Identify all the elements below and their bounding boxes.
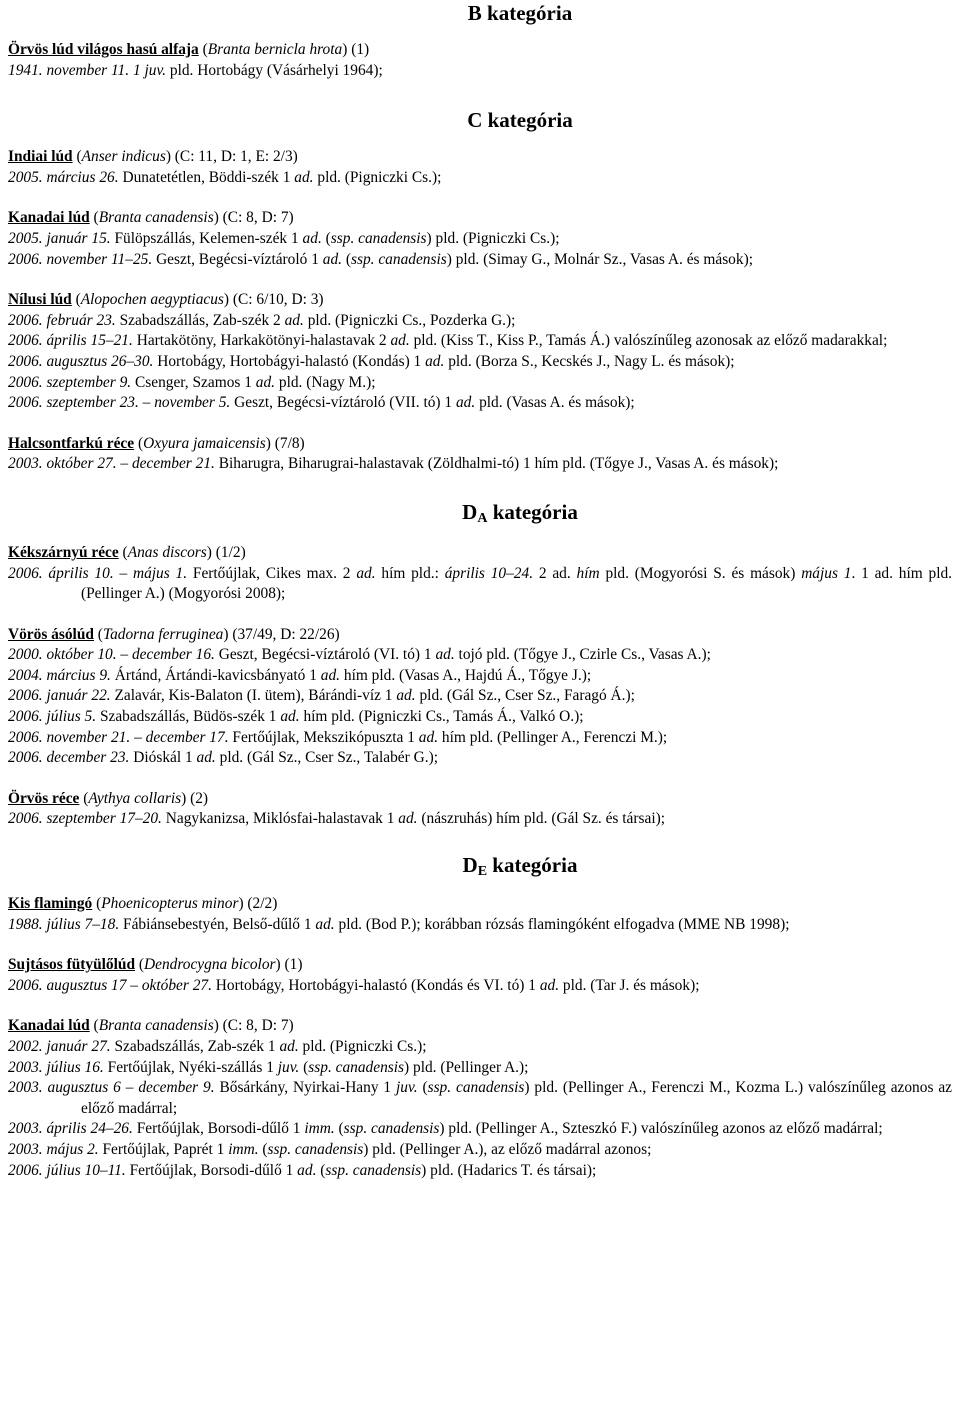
record-line: 2006. július 5. Szabadszállás, Büdös-szék 1 ad. hím pld. (Pigniczki Cs., Tamás Á., Valkó O.); (8, 708, 584, 726)
record-line: 2006. november 21. – december 17. Fertőújlak, Mekszikópuszta 1 ad. hím pld. (Pellinger A., Ferenczi M.); (8, 728, 668, 746)
species-title: Örvös lúd világos hasú alfaja (Branta bernicla hrota) (1) (8, 41, 370, 58)
record-line: 1988. július 7–18. Fábiánsebestyén, Belső-dűlő 1 ad. pld. (Bod P.); korábban rózsás flamingóként elfogadva (MME NB 1998); (8, 915, 790, 933)
record-line: 2006. április 15–21. Hartakötöny, Harkakötönyi-halastavak 2 ad. pld. (Kiss T., Kiss P., Tamás Á.) valószínűleg azonosak az előző madarakkal; (8, 332, 888, 350)
record-line: 2006. július 10–11. Fertőújlak, Borsodi-dűlő 1 ad. (ssp. canadensis) pld. (Hadarics T. és társai); (8, 1161, 597, 1179)
record-line: 2005. január 15. Fülöpszállás, Kelemen-szék 1 ad. (ssp. canadensis) pld. (Pigniczki Cs.); (8, 229, 560, 247)
record-line: 2006. augusztus 26–30. Hortobágy, Hortobágyi-halastó (Kondás) 1 ad. pld. (Borza S., Kecskés J., Nagy L. és mások); (8, 352, 735, 370)
species-title: Kanadai lúd (Branta canadensis) (C: 8, D: 7) (8, 1017, 294, 1035)
record-line: 2003. július 16. Fertőújlak, Nyéki-szállás 1 juv. (ssp. canadensis) pld. (Pellinger A.); (8, 1058, 529, 1076)
record-line: 2006. április 10. – május 1. Fertőújlak, Cikes max. 2 ad. hím pld.: április 10–24. 2 ad. hím pld. (Mogyorósi S. és mások) május 1. 1 ad. hím pld. (Pellinger A.) (Mogyorósi 2008); (8, 564, 953, 603)
species-entry (8, 1016, 952, 1181)
record-line: 2006. január 22. Zalavár, Kis-Balaton (I. ütem), Bárándi-víz 1 ad. pld. (Gál Sz., Cser Sz., Faragó Á.); (8, 687, 635, 705)
record-line: 2006. december 23. Dióskál 1 ad. pld. (Gál Sz., Cser Sz., Talabér G.); (8, 749, 438, 767)
species-entry (8, 208, 952, 270)
section-heading-de: $D_E$ kategória (462, 853, 578, 880)
species-title: Vörös ásólúd (Tadorna ferruginea) (37/49, D: 22/26) (8, 625, 340, 643)
record-line: 2003. április 24–26. Fertőújlak, Borsodi-dűlő 1 imm. (ssp. canadensis) pld. (Pellinger A., Szteszkó F.) valószínűleg azonos az előző madárral; (8, 1120, 883, 1138)
record-line: 2003. október 27. – december 21. Biharugra, Biharugrai-halastavak (Zöldhalmi-tó) 1 hím pld. (Tőgye J., Vasas A. és mások); (8, 455, 779, 473)
record-line: 2004. március 9. Ártánd, Ártándi-kavicsbányató 1 ad. hím pld. (Vasas A., Hajdú Á., Tőgye J.); (8, 666, 592, 684)
document-page (8, 0, 952, 1181)
species-entry (8, 894, 952, 935)
species-entry (8, 434, 952, 475)
species-entry (8, 147, 952, 188)
record-line: 2006. szeptember 23. – november 5. Geszt, Begécsi-víztároló (VII. tó) 1 ad. pld. (Vasas A. és mások); (8, 394, 635, 412)
species-entry (8, 543, 952, 605)
record-line: 2003. május 2. Fertőújlak, Paprét 1 imm. (ssp. canadensis) pld. (Pellinger A.), az előző madárral azonos; (8, 1140, 652, 1158)
species-title: Kanadai lúd (Branta canadensis) (C: 8, D: 7) (8, 209, 294, 227)
record-line: 2006. szeptember 17–20. Nagykanizsa, Miklósfai-halastavak 1 ad. (nászruhás) hím pld. (Gál Sz. és társai); (8, 810, 666, 828)
record-line: 2005. március 26. Dunatetétlen, Böddi-szék 1 ad. pld. (Pigniczki Cs.); (8, 168, 442, 186)
record-line: 2006. november 11–25. Geszt, Begécsi-víztároló 1 ad. (ssp. canadensis) pld. (Simay G., Molnár Sz., Vasas A. és mások); (8, 250, 753, 268)
section-heading-c: C kategória (467, 108, 573, 133)
record-line: 2000. október 10. – december 16. Geszt, Begécsi-víztároló (VI. tó) 1 ad. tojó pld. (Tőgye J., Czirle Cs., Vasas A.); (8, 646, 711, 664)
record-line: 1941. november 11. 1 juv. pld. Hortobágy (Vásárhelyi 1964); (8, 61, 383, 79)
species-title: Kis flamingó (Phoenicopterus minor) (2/2) (8, 895, 278, 913)
species-entry (8, 290, 952, 414)
species-entry (8, 625, 952, 769)
species-title: Halcsontfarkú réce (Oxyura jamaicensis) (7/8) (8, 434, 305, 452)
record-line: 2006. augusztus 17 – október 27. Hortobágy, Hortobágyi-halastó (Kondás és VI. tó) 1 ad. pld. (Tar J. és mások); (8, 976, 700, 994)
species-entry (8, 955, 952, 996)
section-heading-b: B kategória (467, 1, 573, 25)
species-title: Sujtásos fütyülőlúd (Dendrocygna bicolor) (1) (8, 956, 303, 974)
section-heading-da: $D_A$ kategória (462, 499, 578, 526)
species-title: Kékszárnyú réce (Anas discors) (1/2) (8, 543, 246, 561)
record-line: 2006. szeptember 9. Csenger, Szamos 1 ad. pld. (Nagy M.); (8, 373, 376, 391)
species-entry (8, 40, 952, 81)
record-line: 2002. január 27. Szabadszállás, Zab-szék 1 ad. pld. (Pigniczki Cs.); (8, 1038, 427, 1055)
record-line: 2003. augusztus 6 – december 9. Bősárkány, Nyirkai-Hany 1 juv. (ssp. canadensis) pld. (Pellinger A., Ferenczi M., Kozma L.) valószínűleg azonos az előző madárral; (8, 1079, 952, 1117)
species-title: Örvös réce (Aythya collaris) (2) (8, 789, 209, 807)
species-title: Nílusi lúd (Alopochen aegyptiacus) (C: 6/10, D: 3) (8, 291, 324, 309)
record-line: 2006. február 23. Szabadszállás, Zab-szék 2 ad. pld. (Pigniczki Cs., Pozderka G.); (8, 311, 516, 329)
species-entry (8, 789, 952, 830)
species-title: Indiai lúd (Anser indicus) (C: 11, D: 1, E: 2/3) (8, 148, 298, 166)
